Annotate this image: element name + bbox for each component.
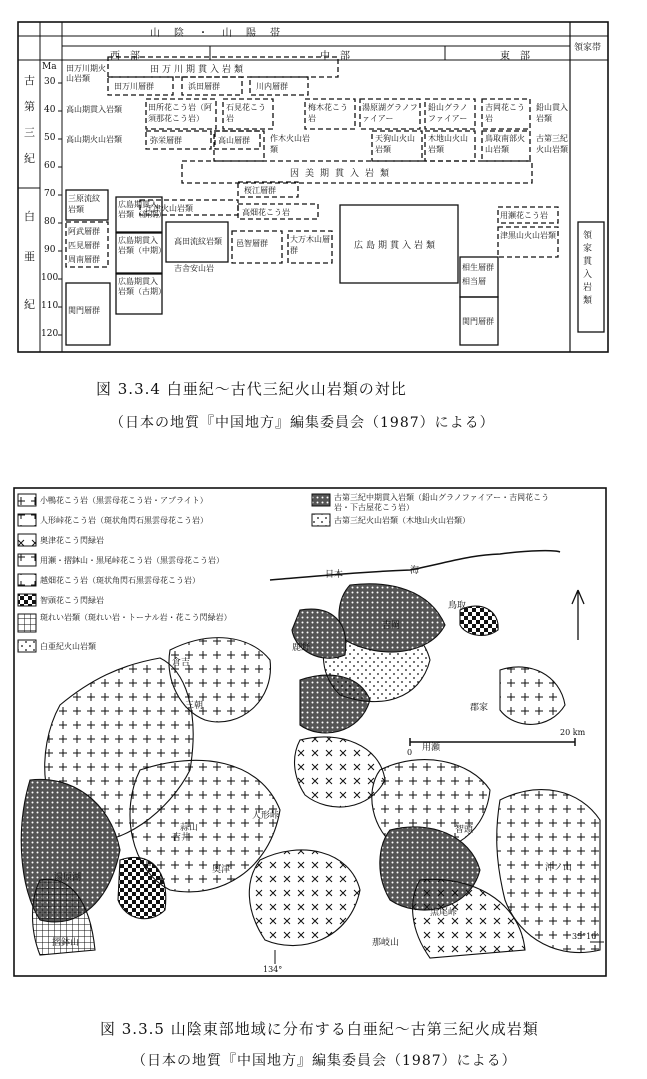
scale-zero: 0 — [407, 748, 413, 757]
axis-unit: Ma — [42, 62, 57, 72]
legend-item: 智頭花こう閃緑岩 — [40, 596, 104, 605]
unit-label: 梅木花こう岩 — [308, 103, 348, 123]
unit-label: 広島期貫入岩類 — [354, 241, 439, 251]
unit-label: 浜田層群 — [188, 82, 220, 91]
unit-label: 天狗山火山岩類 — [375, 134, 415, 154]
unit-label: 関門層群 — [68, 306, 100, 315]
unit-label: 桜江層群 — [244, 186, 276, 195]
place-name: 奥津 — [212, 865, 231, 875]
unit-label: 鉛山グラノファイアー — [428, 103, 468, 123]
tick-label: 90 — [44, 245, 56, 255]
period-label: 紀 — [24, 298, 35, 311]
tick-label: 30 — [44, 77, 56, 87]
place-name: 三朝 — [185, 701, 204, 711]
unit-label: 高山層群 — [218, 136, 250, 145]
unit-label: 大万木山層群 — [290, 235, 330, 255]
legend-item: 越畑花こう岩（斑状角閃石黒雲母花こう岩） — [40, 576, 200, 585]
header-central: 中 部 — [320, 51, 350, 62]
unit-label: 邑智層群 — [236, 239, 268, 248]
place-name: 倉吉 — [172, 658, 191, 668]
legend-item: 白亜紀火山岩類 — [40, 642, 96, 651]
place-name: 日本 — [325, 570, 344, 580]
unit-label: 田万川期火山岩類 — [66, 64, 106, 83]
unit-label: 江津火山岩類 — [145, 204, 193, 213]
header-western: 西 部 — [110, 51, 140, 62]
unit-label: 湯原湖グラノファイアー — [362, 103, 418, 123]
tick-label: 60 — [44, 161, 56, 171]
legend-item: 小鴨花こう岩（黒雲母花こう岩・アプライト） — [40, 496, 208, 505]
tick-label: 110 — [41, 301, 59, 311]
figure-source: （日本の地質『中国地方』編集委員会（1987）による） — [110, 415, 495, 431]
legend-item: 人形峠花こう岩（斑状角閃石黒雲母花こう岩） — [40, 516, 208, 525]
unit-label: 高畑花こう岩 — [242, 208, 290, 217]
period-label: 白 — [24, 210, 35, 223]
unit-label: 田万川層群 — [114, 82, 154, 91]
unit-label: 津黒山火山岩類 — [500, 231, 556, 240]
unit-label: 吉岡花こう岩 — [485, 103, 525, 123]
unit-label: 広島期貫入岩類（新期） — [118, 200, 166, 219]
unit-label: 広島期貫入岩類（中期） — [118, 236, 166, 255]
legend-item: 古第三紀火山岩類（木地山火山岩類） — [334, 516, 470, 525]
place-name: 那岐山 — [372, 938, 400, 948]
place-name: 湯原湖 — [54, 873, 82, 883]
place-name: 用瀬 — [422, 743, 441, 753]
unit-label: 川内層群 — [256, 82, 288, 91]
unit-label: 古第三紀火山岩類 — [536, 134, 568, 154]
place-name: 沖ノ山 — [545, 863, 573, 873]
unit-label: 相当層 — [462, 277, 486, 286]
tick-label: 50 — [44, 133, 56, 143]
unit-label: 広島期貫入岩類（古期） — [118, 277, 166, 296]
place-name: 鹿野 — [292, 643, 311, 653]
legend-item: 古第三紀中期貫入岩類（鉛山グラノファイアー・吉岡花こう岩・下古屋花こう岩） — [334, 493, 550, 512]
header-eastern: 東 部 — [500, 51, 530, 62]
legend-item: 用瀬・摺鉢山・黒尾峠花こう岩（黒雲母花こう岩） — [40, 556, 224, 565]
legend-item: 斑れい岩類（斑れい岩・トーナル岩・花こう閃緑岩） — [40, 613, 232, 622]
place-name: 郡家 — [470, 703, 489, 713]
tick-label: 100 — [41, 273, 59, 283]
unit-label: 作木火山岩類 — [270, 134, 310, 154]
place-name: 摺鉢山 — [52, 938, 80, 948]
unit-label: 用瀬花こう岩 — [500, 211, 548, 220]
period-label: 古 — [24, 74, 35, 87]
unit-label: 関門層群 — [462, 317, 494, 326]
unit-label: 領家貫入岩類 — [583, 231, 593, 306]
place-name: 智頭 — [455, 825, 474, 835]
period-label: 紀 — [24, 152, 35, 165]
unit-label: 匹見層群 — [68, 241, 100, 250]
place-name: 蒜山 — [180, 823, 199, 833]
figure-source: （日本の地質『中国地方』編集委員会（1987）による） — [132, 1053, 517, 1069]
header-sanin-sanyo: 山 陰 ・ 山 陽 帯 — [150, 28, 282, 39]
scale-end: 20 km — [560, 728, 586, 737]
unit-label: 鉛山貫入岩類 — [536, 103, 568, 123]
place-name: 人形峠 — [252, 811, 280, 821]
place-name: 鳥取 — [448, 601, 467, 611]
unit-label: 吉舎安山岩 — [174, 264, 214, 273]
tick-label: 40 — [44, 105, 56, 115]
place-name: 吉岡 — [382, 621, 401, 631]
tick-label: 80 — [44, 217, 56, 227]
figure-caption: 図 3.3.5 山陰東部地域に分布する白亜紀〜古第三紀火成岩類 — [100, 1020, 539, 1038]
unit-label: 鳥取南部火山岩類 — [485, 134, 525, 154]
unit-label: 田万川期貫入岩類 — [150, 65, 247, 75]
tick-label: 70 — [44, 189, 56, 199]
unit-label: 石見花こう岩 — [226, 103, 266, 123]
period-label: 亜 — [24, 250, 35, 263]
unit-label: 阿武層群 — [68, 227, 100, 236]
place-name: 吉井 — [172, 833, 191, 843]
unit-label: 周南層群 — [68, 255, 100, 264]
place-name: 海 — [410, 566, 420, 576]
unit-label: 田所花こう岩（阿須那花こう岩） — [148, 103, 212, 123]
unit-label: 木地山火山岩類 — [428, 134, 468, 154]
unit-label: 三原流紋岩類 — [68, 194, 100, 214]
unit-label: 弥栄層群 — [150, 136, 182, 145]
coord-latitude: 35°10′ — [572, 932, 599, 941]
unit-label: 高田流紋岩類 — [174, 237, 222, 246]
tick-label: 120 — [41, 329, 59, 339]
unit-label: 因美期貫入岩類 — [290, 169, 396, 179]
legend-item: 奥津花こう閃緑岩 — [40, 536, 104, 545]
unit-label: 相生層群 — [462, 263, 494, 272]
figure-caption: 図 3.3.4 白亜紀〜古代三紀火山岩類の対比 — [96, 380, 407, 398]
period-label: 第 — [24, 100, 35, 113]
place-name: 黒尾峠 — [430, 908, 458, 918]
unit-label: 高山期火山岩類 — [66, 135, 122, 144]
coord-longitude: 134° — [263, 965, 283, 974]
period-label: 三 — [24, 126, 35, 139]
header-ryoke: 領家帯 — [574, 43, 602, 53]
unit-label: 高山期貫入岩類 — [66, 105, 122, 114]
